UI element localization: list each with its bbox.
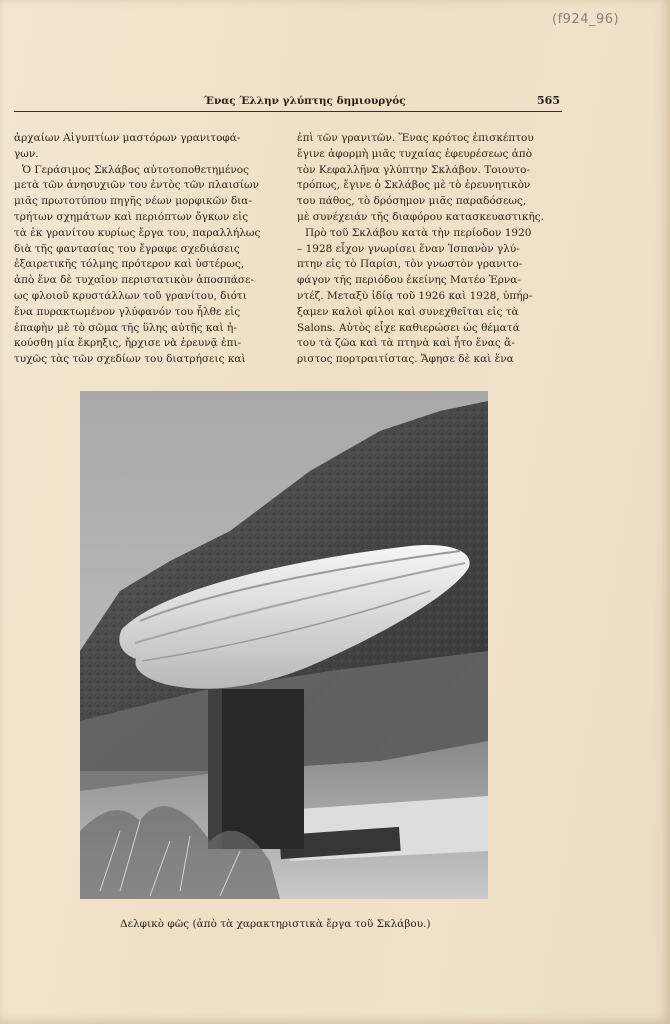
handwritten-annotation: (f924_96) [552, 12, 620, 27]
text-line: φάγον τῆς περιόδου ἐκείνης Ματέο Ἐρνα- [297, 274, 521, 287]
text-line: ἐξαιρετικῆς τόλμης πρότερον καὶ ὑστέρως, [14, 258, 245, 271]
text-line: Ὁ Γεράσιμος Σκλάβος αὐτοτοποθετημένος [22, 163, 250, 176]
text-line: ξαμεν καλοὶ φίλοι καὶ συνεχθεῖται εἰς τὰ [297, 305, 519, 318]
text-line: μὲ συνέχειάν τῆς διαφόρου κατασκευαστικῆς. [297, 210, 544, 223]
text-line: ἐπὶ τῶν γρανιτῶν. Ἕνας κρότος ἐπισκέπτου [297, 132, 534, 144]
figure-caption: Δελφικὸ φῶς (ἀπὸ τὰ χαρακτηριστικὰ ἔργα τοῦ Σκλάβου.) [120, 918, 431, 930]
text-line: ριστος πορτραιτίστας. Ἄφησε δὲ καὶ ἕνα [297, 353, 514, 366]
text-line: Salons. Αὐτὸς εἶχε καθιερώσει ὡς θέματά [297, 321, 520, 334]
text-line: ἐπαφὴν μὲ τὸ σῶμα τῆς ὕλης αὐτῆς καὶ ἠ- [14, 321, 237, 334]
running-title: Ένας Έλλην γλύπτης δημιουργός [204, 95, 406, 107]
text-line: τυχῶς τὰς τῶν σχεδίων του διατρήσεις καὶ [14, 353, 246, 366]
text-line: Πρὸ τοῦ Σκλάβου κατὰ τὴν περίοδον 1920 [305, 226, 532, 239]
text-line: γων. [14, 147, 39, 160]
text-line: μετὰ τῶν ἀνησυχιῶν του ἐντὸς τῶν πλαισίων [14, 179, 259, 192]
text-line: ἔγινε ἀφορμὴ μιᾶς τυχαίας ἐφευρέσεως ἀπὸ [297, 147, 533, 160]
text-line: του πάθος, τὸ δρόσημον μιᾶς παραδόσεως, [297, 195, 527, 208]
page-number: 565 [537, 94, 560, 107]
photo-illustration [80, 391, 488, 899]
text-line: τρήτων σχημάτων καὶ περιόπτων ὄγκων εἰς [14, 210, 249, 223]
text-line: κούσθη μία ἔκρηξις, ἤρχισε νὰ ἐρευνᾷ ἐπι- [14, 337, 242, 350]
text-line: τρόπως, ἔγινε ὁ Σκλάβος μὲ τὸ ἐρευνητικὸν [297, 179, 531, 192]
text-line: διὰ τῆς φαντασίας του ἔγραφε σχεδιάσεις [14, 242, 240, 255]
text-line: – 1928 εἶχον γνωρίσει ἕναν Ἱσπανὸν γλύ- [297, 242, 520, 255]
text-line: τὸν Κεφαλλῆνα γλύπτην Σκλάβον. Τοιουτο- [297, 163, 531, 176]
text-line: μιᾶς πρωτοτύπου πηγῆς νέων μορφικῶν δια- [14, 195, 252, 208]
sculpture-photograph [80, 391, 488, 899]
text-line: ντέζ. Μεταξὺ ἰδίᾳ τοῦ 1926 καὶ 1928, ὑπήρ- [297, 289, 533, 302]
text-column-left [14, 131, 276, 368]
text-line: του τὰ ζῶα καὶ τὰ πτηνὰ καὶ ἦτο ἕνας ἄ- [297, 337, 515, 350]
text-line: πτην εἰς τὸ Παρίσι, τὸν γνωστὸν γρανιτο- [297, 258, 523, 271]
text-column-right [297, 131, 559, 368]
text-line: ἀπὸ ἕνα δὲ τυχαῖον περιστατικὸν ἀποσπάσε- [14, 274, 255, 287]
text-line: τὰ ἐκ γρανίτου κυρίως ἔργα του, παραλλήλως [14, 226, 261, 239]
running-header [14, 93, 562, 112]
text-line: ἀρχαίων Αἰγυπτίων μαστόρων γρανιτοφά- [14, 132, 241, 144]
text-line: ως φλοιοῦ κρυστάλλων τοῦ γρανίτου, διότι [14, 289, 247, 302]
text-line: ἕνα πυρακτωμένον γλύφανόν του ἦλθε εἰς [14, 305, 241, 318]
